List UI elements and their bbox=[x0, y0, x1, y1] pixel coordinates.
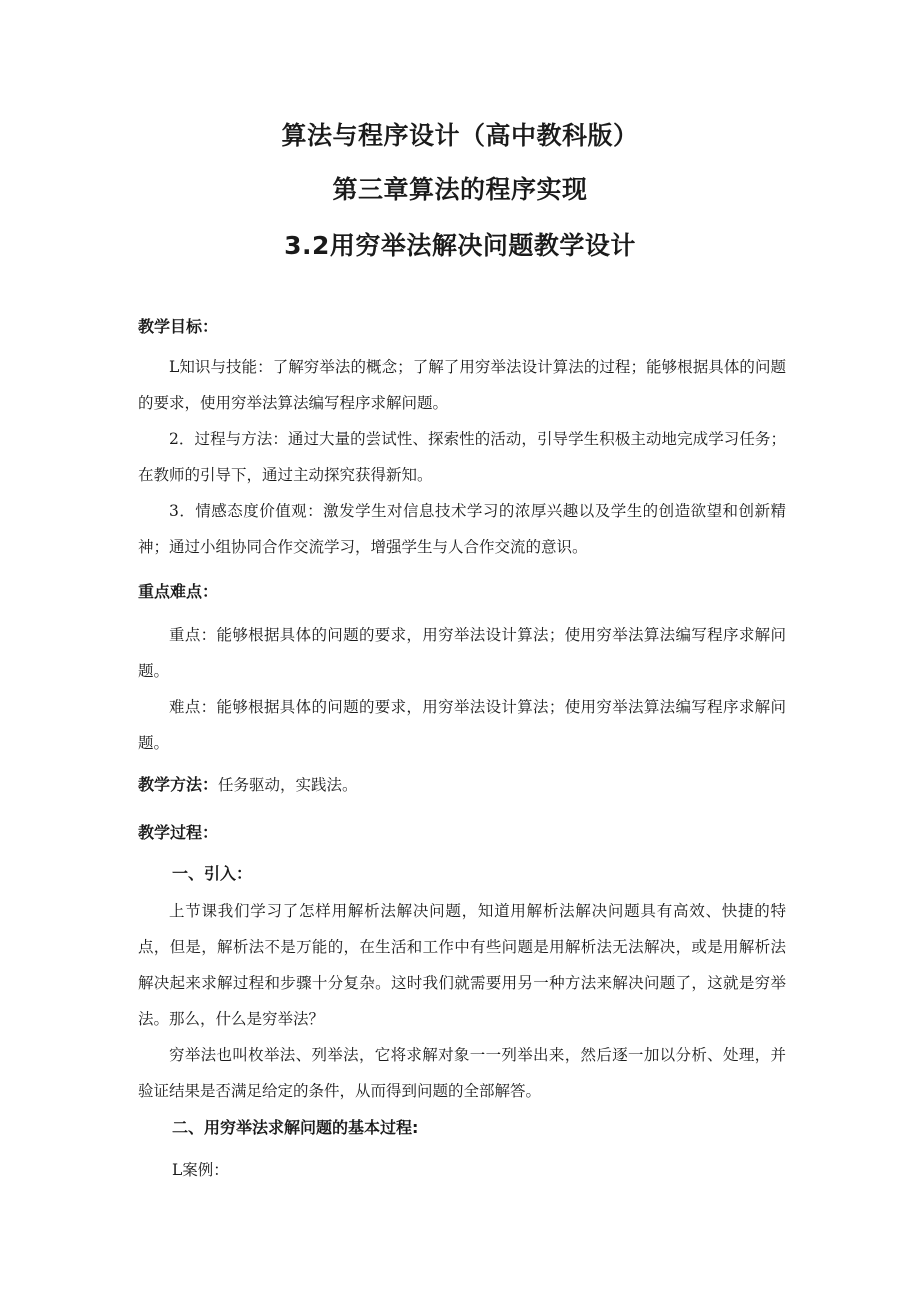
intro-body bbox=[138, 893, 786, 1109]
key-points-heading: 重点难点： bbox=[138, 582, 219, 601]
intro-heading: 一、引入： bbox=[172, 864, 253, 883]
objective-attitude: 3．情感态度价值观：激发学生对信息技术学习的浓厚兴趣以及学生的创造欲望和创新精神；通过小组协同合作交流学习，增强学生与人合作交流的意识。 bbox=[138, 502, 786, 556]
teaching-method-value: 任务驱动，实践法。 bbox=[218, 776, 358, 794]
key-point-focus: 重点：能够根据具体的问题的要求，用穷举法设计算法；使用穷举法算法编写程序求解问题。 bbox=[138, 626, 786, 680]
objective-process: 2．过程与方法：通过大量的尝试性、探索性的活动，引导学生积极主动地完成学习任务；在教师的引导下，通过主动探究获得新知。 bbox=[138, 430, 786, 484]
process-heading: 教学过程： bbox=[138, 823, 219, 842]
objective-knowledge: L知识与技能：了解穷举法的概念；了解了用穷举法设计算法的过程；能够根据具体的问题的要求，使用穷举法算法编写程序求解问题。 bbox=[138, 358, 786, 412]
objectives-heading: 教学目标： bbox=[138, 317, 219, 336]
intro-paragraph-1: 上节课我们学习了怎样用解析法解决问题，知道用解析法解决问题具有高效、快捷的特点，但是，解析法不是万能的，在生活和工作中有些问题是用解析法无法解决，或是用解析法解决起来求解过程和步骤十分复杂。这时我们就需要用另一种方法来解决问题了，这就是穷举法。那么，什么是穷举法？ bbox=[138, 902, 786, 1028]
key-points-body bbox=[138, 617, 786, 761]
chapter-title: 第三章算法的程序实现 bbox=[332, 175, 588, 204]
key-point-difficulty: 难点：能够根据具体的问题的要求，用穷举法设计算法；使用穷举法算法编写程序求解问题。 bbox=[138, 698, 786, 752]
case-label: L案例： bbox=[172, 1161, 229, 1179]
teaching-method bbox=[138, 774, 786, 796]
section-title: 3.2用穷举法解决问题教学设计 bbox=[284, 231, 636, 260]
basic-process-heading: 二、用穷举法求解问题的基本过程: bbox=[172, 1118, 419, 1137]
objectives-list bbox=[138, 349, 786, 565]
main-title: 算法与程序设计（高中教科版） bbox=[281, 121, 639, 150]
teaching-method-label: 教学方法： bbox=[138, 775, 219, 794]
intro-paragraph-2: 穷举法也叫枚举法、列举法，它将求解对象一一列举出来，然后逐一加以分析、处理，并验证结果是否满足给定的条件，从而得到问题的全部解答。 bbox=[138, 1046, 786, 1100]
